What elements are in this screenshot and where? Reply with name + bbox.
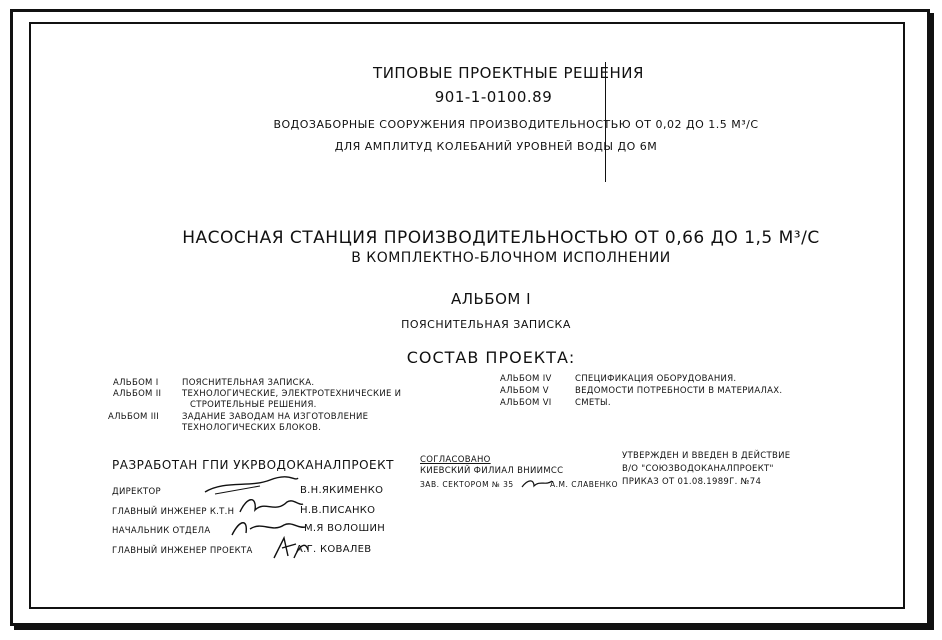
developer-role: ГЛАВНЫЙ ИНЖЕНЕР К.Т.Н xyxy=(112,507,235,517)
developer-name: Н.В.ПИСАНКО xyxy=(300,505,376,516)
list-item-text: ПОЯСНИТЕЛЬНАЯ ЗАПИСКА. xyxy=(182,378,315,388)
developer-name: М.Я ВОЛОШИН xyxy=(304,523,386,534)
approved-line3: ПРИКАЗ ОТ 01.08.1989Г. №74 xyxy=(622,477,762,487)
header-line2: 901-1-0100.89 xyxy=(434,88,553,106)
agreed-line2: КИЕВСКИЙ ФИЛИАЛ ВНИИМСС xyxy=(420,466,564,476)
composition-heading: СОСТАВ ПРОЕКТА: xyxy=(406,348,576,367)
header-line3: ВОДОЗАБОРНЫЕ СООРУЖЕНИЯ ПРОИЗВОДИТЕЛЬНОСТЬЮ ОТ 0,02 ДО 1.5 М³/С xyxy=(273,118,759,131)
list-item-text: ЗАДАНИЕ ЗАВОДАМ НА ИЗГОТОВЛЕНИЕ xyxy=(182,412,369,422)
developer-name: А.Г. КОВАЛЕВ xyxy=(296,544,372,555)
album-name: АЛЬБОМ I xyxy=(450,290,532,308)
agreed-line3: ЗАВ. СЕКТОРОМ № 35 xyxy=(420,480,514,489)
list-item-text: СТРОИТЕЛЬНЫЕ РЕШЕНИЯ. xyxy=(190,400,317,410)
developed-heading: РАЗРАБОТАН ГПИ УКРВОДОКАНАЛПРОЕКТ xyxy=(112,458,394,472)
inner-frame xyxy=(29,22,905,609)
agreed-line3-name: А.М. СЛАВЕНКО xyxy=(550,480,619,489)
list-item-text: ТЕХНОЛОГИЧЕСКИЕ, ЭЛЕКТРОТЕХНИЧЕСКИЕ И xyxy=(182,389,402,399)
agreed-line1: СОГЛАСОВАНО xyxy=(420,455,491,465)
list-item-text: СПЕЦИФИКАЦИЯ ОБОРУДОВАНИЯ. xyxy=(575,374,737,384)
list-item-album: АЛЬБОМ I xyxy=(113,378,159,388)
list-item-album: АЛЬБОМ II xyxy=(113,389,162,399)
list-item-text: СМЕТЫ. xyxy=(575,398,611,408)
list-item-album: АЛЬБОМ VI xyxy=(500,398,552,408)
title-line2: В КОМПЛЕКТНО-БЛОЧНОМ ИСПОЛНЕНИИ xyxy=(351,250,671,266)
list-item-text: ТЕХНОЛОГИЧЕСКИХ БЛОКОВ. xyxy=(182,423,322,433)
developer-role: НАЧАЛЬНИК ОТДЕЛА xyxy=(112,526,211,536)
developer-role: ГЛАВНЫЙ ИНЖЕНЕР ПРОЕКТА xyxy=(112,546,253,556)
developer-role: ДИРЕКТОР xyxy=(112,487,161,497)
header-line1: ТИПОВЫЕ ПРОЕКТНЫЕ РЕШЕНИЯ xyxy=(373,64,644,82)
list-item-album: АЛЬБОМ V xyxy=(500,386,549,396)
signature-sector-head xyxy=(520,476,554,490)
list-item-text: ВЕДОМОСТИ ПОТРЕБНОСТИ В МАТЕРИАЛАХ. xyxy=(575,386,783,396)
signature-chief-project-engineer xyxy=(270,534,310,562)
list-item-album: АЛЬБОМ IV xyxy=(500,374,552,384)
list-item-album: АЛЬБОМ III xyxy=(108,412,160,422)
album-subtitle: ПОЯСНИТЕЛЬНАЯ ЗАПИСКА xyxy=(401,318,571,331)
header-line4: ДЛЯ АМПЛИТУД КОЛЕБАНИЙ УРОВНЕЙ ВОДЫ ДО 6М xyxy=(334,140,658,153)
developer-name: В.Н.ЯКИМЕНКО xyxy=(300,485,384,496)
approved-line1: УТВЕРЖДЕН И ВВЕДЕН В ДЕЙСТВИЕ xyxy=(622,451,791,461)
approved-line2: В/О "СОЮЗВОДОКАНАЛПРОЕКТ" xyxy=(622,464,774,474)
title-line1: НАСОСНАЯ СТАНЦИЯ ПРОИЗВОДИТЕЛЬНОСТЬЮ ОТ 0,66 ДО 1,5 М³/С xyxy=(182,228,820,248)
